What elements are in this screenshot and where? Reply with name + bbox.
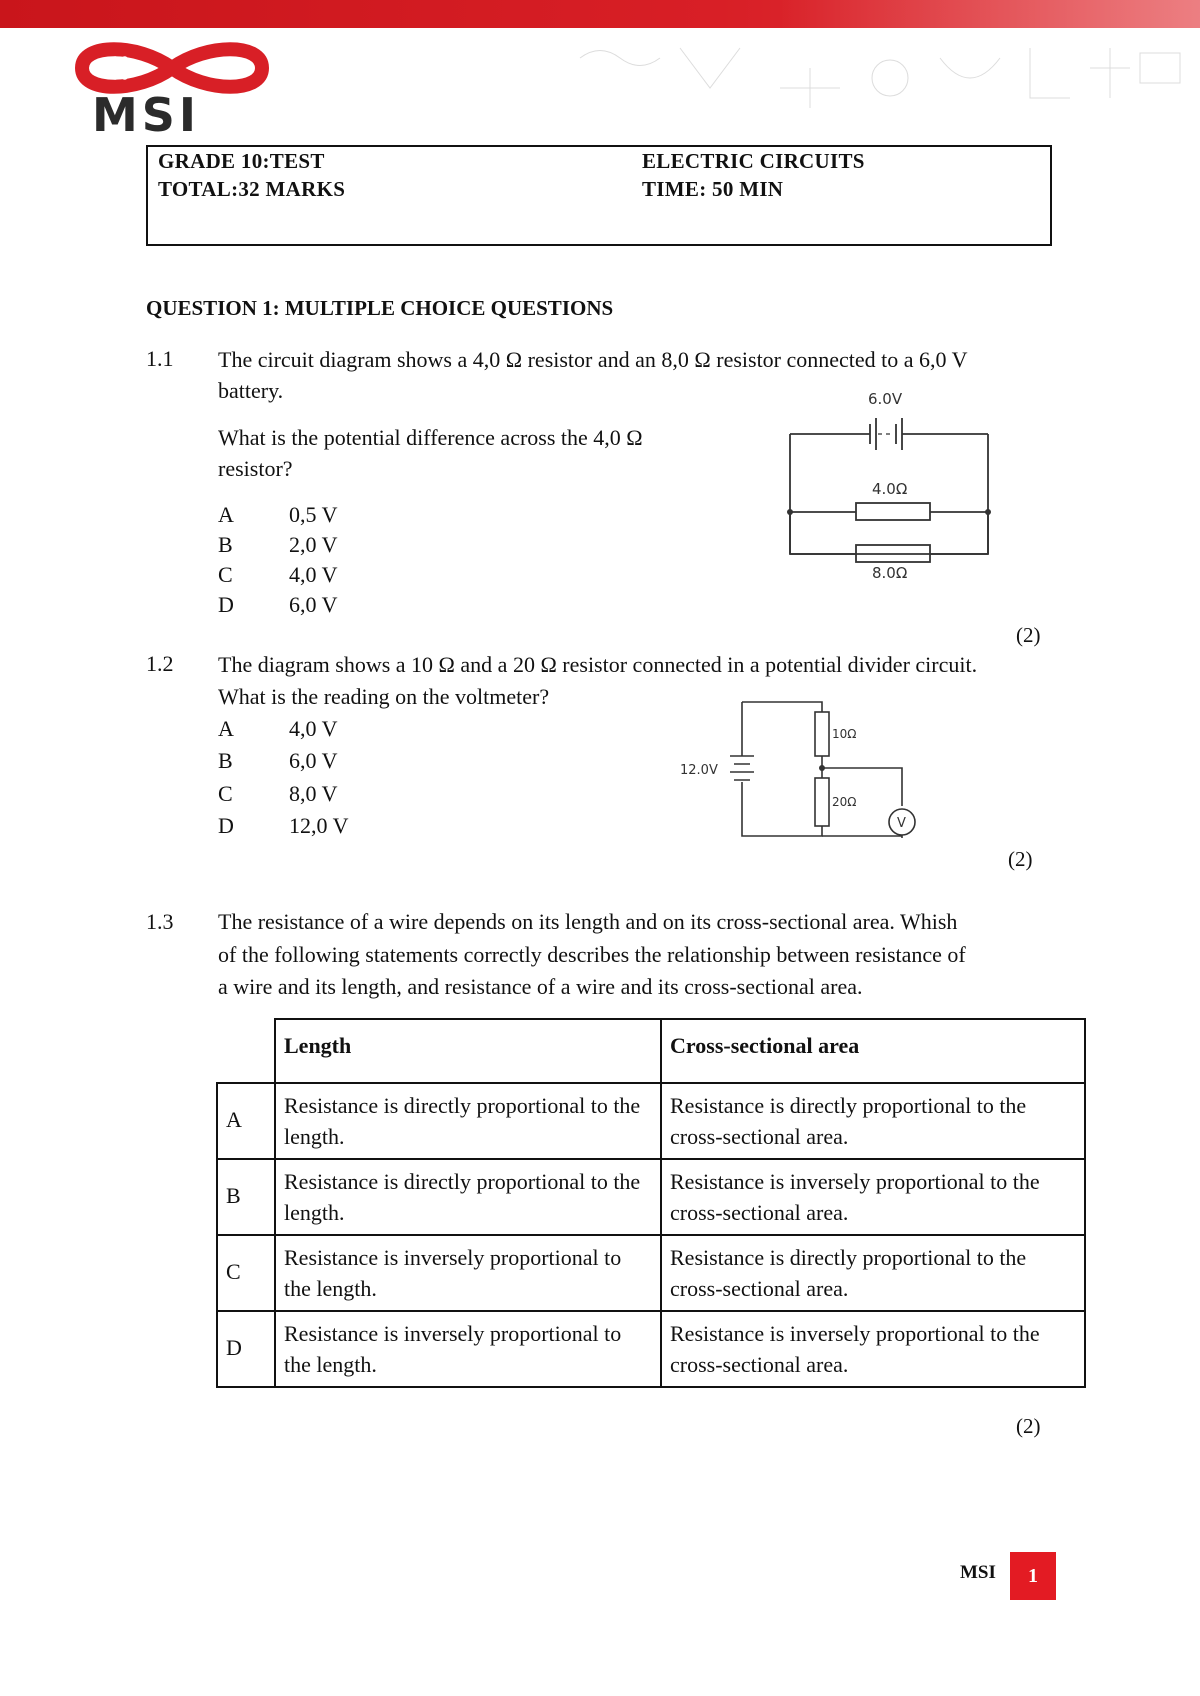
resistor-label-4ohm: 4.0Ω xyxy=(872,480,908,498)
q1-1-number: 1.1 xyxy=(146,346,174,371)
row-letter: D xyxy=(217,1311,275,1387)
resistor-label-8ohm: 8.0Ω xyxy=(872,564,908,582)
top-accent-fade xyxy=(780,0,1200,28)
page-number-badge: 1 xyxy=(1010,1552,1056,1600)
q1-1-option-value: 2,0 V xyxy=(289,532,338,557)
q1-2-option-value: 8,0 V xyxy=(289,781,338,806)
column-header-length: Length xyxy=(275,1019,661,1083)
q1-3-marks: (2) xyxy=(1016,1414,1041,1438)
formula-doodle-graphic xyxy=(560,28,1200,138)
row-area-cell: Resistance is directly proportional to the cross-sectional area. xyxy=(661,1235,1085,1311)
battery-label: 6.0V xyxy=(868,390,903,408)
q1-1-option-letter: A xyxy=(218,502,234,527)
q1-2-option-value: 12,0 V xyxy=(289,813,349,838)
q1-1-marks: (2) xyxy=(1016,623,1041,647)
voltmeter-label: V xyxy=(897,816,906,831)
q1-3-text-line2: of the following statements correctly describes the relationship between resistance of xyxy=(218,942,966,967)
q1-1-text-line2: battery. xyxy=(218,378,284,403)
potential-divider-diagram xyxy=(676,696,926,842)
row-area-cell: Resistance is inversely proportional to the cross-sectional area. xyxy=(661,1311,1085,1387)
footer-brand-label: MSI xyxy=(960,1562,996,1583)
resistor-4ohm xyxy=(856,503,930,520)
row-length-cell: Resistance is directly proportional to the length. xyxy=(275,1083,661,1159)
resistor-label-10ohm: 10Ω xyxy=(832,727,857,741)
row-area-cell: Resistance is directly proportional to the cross-sectional area. xyxy=(661,1083,1085,1159)
q1-3-text-line3: a wire and its length, and resistance of a wire and its cross-sectional area. xyxy=(218,974,863,999)
column-header-area: Cross-sectional area xyxy=(661,1019,1085,1083)
q1-1-option-value: 4,0 V xyxy=(289,562,338,587)
battery-cells xyxy=(730,756,754,780)
row-letter: C xyxy=(217,1235,275,1311)
battery-label: 12.0V xyxy=(680,763,718,778)
q1-2-option-value: 4,0 V xyxy=(289,716,338,741)
logo-wordmark: MSI xyxy=(92,88,201,142)
q1-2-option-value: 6,0 V xyxy=(289,748,338,773)
q1-1-option-value: 0,5 V xyxy=(289,502,338,527)
junction-dot xyxy=(985,509,991,515)
table-corner-cell xyxy=(217,1019,275,1083)
q1-1-option-value: 6,0 V xyxy=(289,592,338,617)
q1-3-options-table xyxy=(216,1018,1086,1388)
test-header-box xyxy=(146,145,1052,246)
row-length-cell: Resistance is inversely proportional to the length. xyxy=(275,1311,661,1387)
q1-2-text-line2: What is the reading on the voltmeter? xyxy=(218,684,550,709)
table-row xyxy=(217,1159,1085,1235)
row-letter: B xyxy=(217,1159,275,1235)
q1-2-option-letter: D xyxy=(218,813,234,838)
q1-1-ask-line1: What is the potential difference across the 4,0 Ω xyxy=(218,425,643,450)
table-row xyxy=(217,1235,1085,1311)
question-title: QUESTION 1: MULTIPLE CHOICE QUESTIONS xyxy=(146,296,614,320)
q1-1-text-line1: The circuit diagram shows a 4,0 Ω resistor and an 8,0 Ω resistor connected to a 6,0 V xyxy=(218,347,968,372)
q1-2-number: 1.2 xyxy=(146,651,174,676)
table-header-row xyxy=(217,1019,1085,1083)
junction-dot xyxy=(819,765,825,771)
q1-2-text-line1: The diagram shows a 10 Ω and a 20 Ω resistor connected in a potential divider circuit. xyxy=(218,652,978,677)
subject-label: ELECTRIC CIRCUITS xyxy=(642,149,865,173)
q1-2-option-letter: B xyxy=(218,748,233,773)
parallel-circuit-diagram xyxy=(780,384,1000,584)
resistor-label-20ohm: 20Ω xyxy=(832,795,857,809)
q1-3-number: 1.3 xyxy=(146,909,174,934)
grade-label: GRADE 10:TEST xyxy=(158,149,325,173)
table-row xyxy=(217,1083,1085,1159)
resistor-10ohm xyxy=(815,712,829,756)
q1-1-ask-line2: resistor? xyxy=(218,456,293,481)
row-length-cell: Resistance is inversely proportional to the length. xyxy=(275,1235,661,1311)
row-length-cell: Resistance is directly proportional to the length. xyxy=(275,1159,661,1235)
q1-1-option-letter: B xyxy=(218,532,233,557)
q1-1-option-letter: C xyxy=(218,562,233,587)
row-letter: A xyxy=(217,1083,275,1159)
time-label: TIME: 50 MIN xyxy=(642,177,784,201)
q1-2-marks: (2) xyxy=(1008,847,1033,871)
resistor-20ohm xyxy=(815,778,829,826)
q1-1-option-letter: D xyxy=(218,592,234,617)
q1-2-option-letter: C xyxy=(218,781,233,806)
row-area-cell: Resistance is inversely proportional to the cross-sectional area. xyxy=(661,1159,1085,1235)
q1-2-option-letter: A xyxy=(218,716,234,741)
junction-dot xyxy=(787,509,793,515)
q1-3-text-line1: The resistance of a wire depends on its length and on its cross-sectional area. Whish xyxy=(218,909,958,934)
total-marks-label: TOTAL:32 MARKS xyxy=(158,177,346,201)
table-row xyxy=(217,1311,1085,1387)
circuit-wire xyxy=(742,702,822,712)
